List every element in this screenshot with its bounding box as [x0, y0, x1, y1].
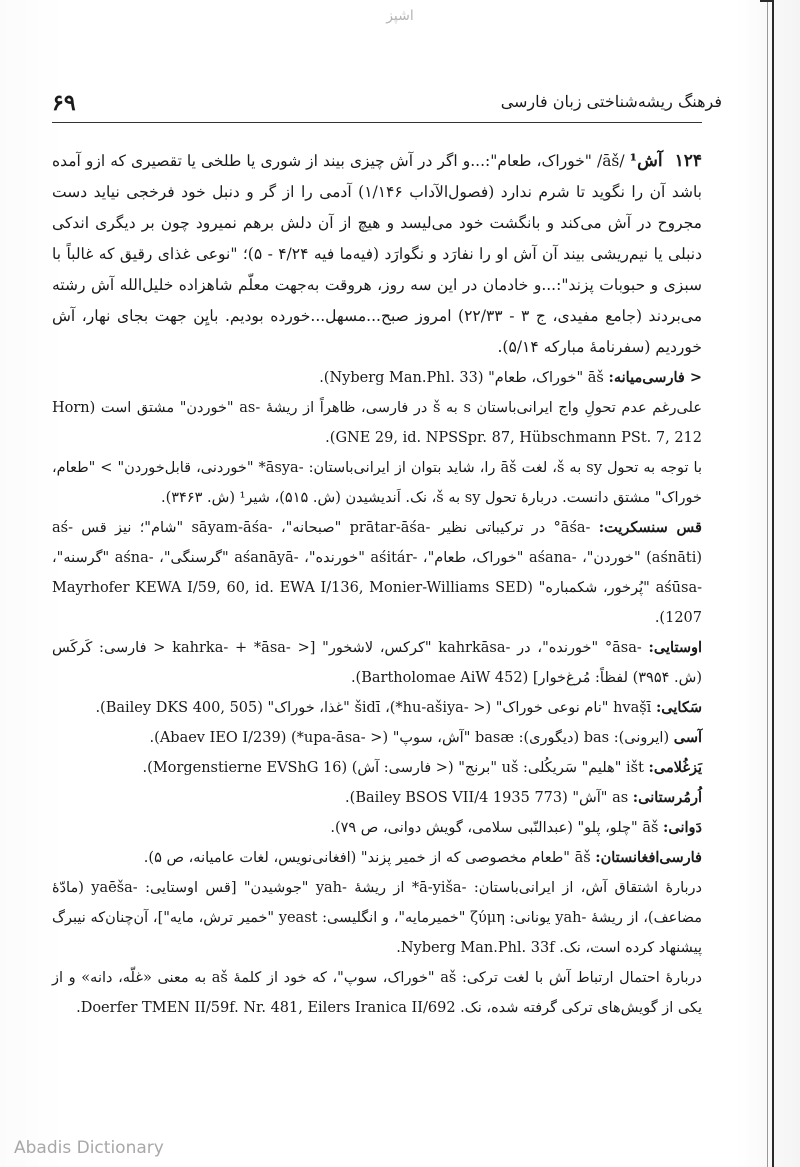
paragraph-text: علی‌رغم عدم تحولِ واج ایرانی‌باستان s به š در فارسی، ظاهراً از ریشهٔ -as "خوردن" مشتق است (Horn GNE 29, id. NPSSpr. 87, Hübschmann PSt. 7, 212).: [52, 400, 702, 446]
paragraph-text: as "آش" (Bailey BSOS VII/4 1935 773).: [345, 790, 633, 806]
paragraph-lead: یَزغُلامی:: [648, 759, 702, 776]
paragraph-text: āš "خوراک، طعام" (Nyberg Man.Phl. 33).: [319, 370, 609, 386]
paragraph-lead: < فارسی‌میانه:: [608, 369, 702, 386]
header-rule: [52, 122, 702, 123]
paragraph-text: دربارهٔ اشتقاق آش، از ایرانی‌باستان: -ā-yiša* از ریشهٔ -yah "جوشیدن" [قس اوستایی: -yaēša (مادّهٔ مضاعف)، از ریشهٔ -yah یونانی: ζύμη "خمیرمایه"، و انگلیسی: yeast "خمیر ترش، مایه"]، آن‌چنان‌که نیبرگ پیشنهاد کرده است، نک. Nyberg Man.Phl. 33f.: [52, 880, 702, 956]
etymology-paragraph: [52, 843, 702, 873]
etymology-paragraph: [52, 453, 702, 513]
entry-number: ۱۲۴: [674, 151, 702, 171]
paragraph-text: با توجه به تحول sy به š، لغت āš را، شاید بتوان از ایرانی‌باستان: -āsya* "خوردنی، قابل‌خوردن" > "طعام، خوراک" مشتق دانست. دربارهٔ تحول sy به š، نک. اَندیشیدن (ش. ۵۱۵)، شیر¹ (ش. ۳۴۶۳).: [52, 460, 702, 506]
etymology-paragraph: [52, 723, 702, 753]
etymology-paragraph: [52, 783, 702, 813]
paragraph-lead: فارسی‌افغانستان:: [595, 849, 702, 866]
paragraph-lead: دَوانی:: [663, 819, 702, 836]
paragraph-text: išt "هلیم" سَریکُلی: uš "برنج" (< فارسی: آش) (Morgenstierne EVShG 16).: [142, 760, 649, 776]
etymology-paragraph: [52, 693, 702, 723]
etymology-paragraph: [52, 363, 702, 393]
paragraph-text: دربارهٔ احتمال ارتباط آش با لغت ترکی: aš "خوراک، سوپ"، که خود از کلمهٔ aš به معنی «غلّه، دانه» و از یکی از گویش‌های ترکی گرفته شده، نک. Doerfer TMEN II/59f. Nr. 481, Eilers Iranica II/692.: [52, 970, 702, 1016]
paragraph-text: -āśa° در ترکیباتی نظیر -prātar-āśa "صبحانه"، -sāyam-āśa "شام"؛ نیز قس -aś (aśnāti) "خوردن"، -aśana "خوراک، طعام"، -aśitár "خورنده"، -aśanāyā "گرسنگی"، -aśna "گرسنه"، -aśūsa "پُرخور، شکمباره" (Mayrhofer KEWA I/59, 60, id. EWA I/136, Monier-Williams SED 1207).: [52, 520, 702, 626]
entry-definition: /āš/ "خوراک، طعام":...و اگر در آش چیزی بیند از شوری یا طلخی یا تقصیری که ازو آمده باشد آن را نگوید تا شرم ندارد (فصول‌الآداب ۱/۱۴۶) آدمی را از گر و دنبل خود فرخجی نیاید دست مجروح در آش می‌کند و بانگشت خود می‌لیسد و هیچ از آن دلش برهم نمیرود چون بر دیگری اندکی دنبلی یا نیم‌ریشی بیند آن آش او را نفارَد و نگوارَد (فیه‌ما فیه ۴/۲۴ - ۵)؛ "نوعی غذای رقیق که غالباً با سبزی و حبوبات پزند":...و خادمان در این سه روز، هروقت به‌جهت معلّم شاهزاده خلیل‌الله آش رشته می‌بردند (جامع مفیدی، ج ۳ - ۲۲/۳۳) امروز صبح...مسهل...خورده بودیم. بایِن جهت بجای نهار، آش خوردیم (سفرنامهٔ مبارکه ۵/۱۴).: [52, 152, 702, 356]
paragraph-lead: اُرمُرستانی:: [632, 789, 702, 806]
entry-body: [52, 146, 702, 1023]
paragraph-lead: آسی: [673, 729, 702, 746]
site-watermark: Abadis Dictionary: [14, 1138, 164, 1158]
paragraph-lead: قس سنسکریت:: [598, 519, 702, 536]
page-edge-line: [772, 0, 774, 1167]
etymology-paragraph: [52, 393, 702, 453]
etymology-paragraph: [52, 813, 702, 843]
paragraph-text: -āsa° "خورنده"، در -kahrkāsa "کرکس، لاشخور" [< -kahrka- + *āsa < فارسی: کَرکَس (ش. ۳۹۵۴) لفظاً: مُرغ‌خوار] (Bartholomae AiW 452).: [52, 640, 702, 686]
page-edge-tick: [760, 0, 774, 2]
paragraph-text: āš "طعام مخصوصی که از خمیر پزند" (افغانی‌نویس، لغات عامیانه، ص ۵).: [143, 850, 596, 866]
top-watermark: اشپز: [386, 8, 414, 24]
paragraph-lead: سَکایی:: [655, 699, 702, 716]
etymology-paragraph: [52, 633, 702, 693]
paragraph-lead: اوستایی:: [648, 639, 702, 656]
etymology-paragraph: [52, 753, 702, 783]
etymology-paragraph: [52, 963, 702, 1023]
entry-main: [52, 146, 702, 363]
paragraph-text: hvaṣ̌ī "نام نوعی خوراک" (< -hu-ašiya*)، šidī "غذا، خوراک" (Bailey DKS 400, 505).: [95, 700, 656, 716]
etymology-paragraph: [52, 873, 702, 963]
entry-headword: آش¹: [629, 151, 663, 171]
paragraph-text: (ایرونی): bas (دیگوری): basæ "آش، سوپ" (< -upa-āsa*) (Abaev IEO I/239).: [149, 730, 674, 746]
page-number: ۶۹: [52, 90, 76, 116]
running-title: فرهنگ ریشه‌شناختی زبان فارسی: [500, 92, 722, 111]
page-edge-line-inner: [767, 0, 768, 1167]
paragraph-text: āš "چلو، پلو" (عبدالنّبی سلامی، گویش دوانی، ص ۷۹).: [330, 820, 664, 836]
etymology-paragraph: [52, 513, 702, 633]
